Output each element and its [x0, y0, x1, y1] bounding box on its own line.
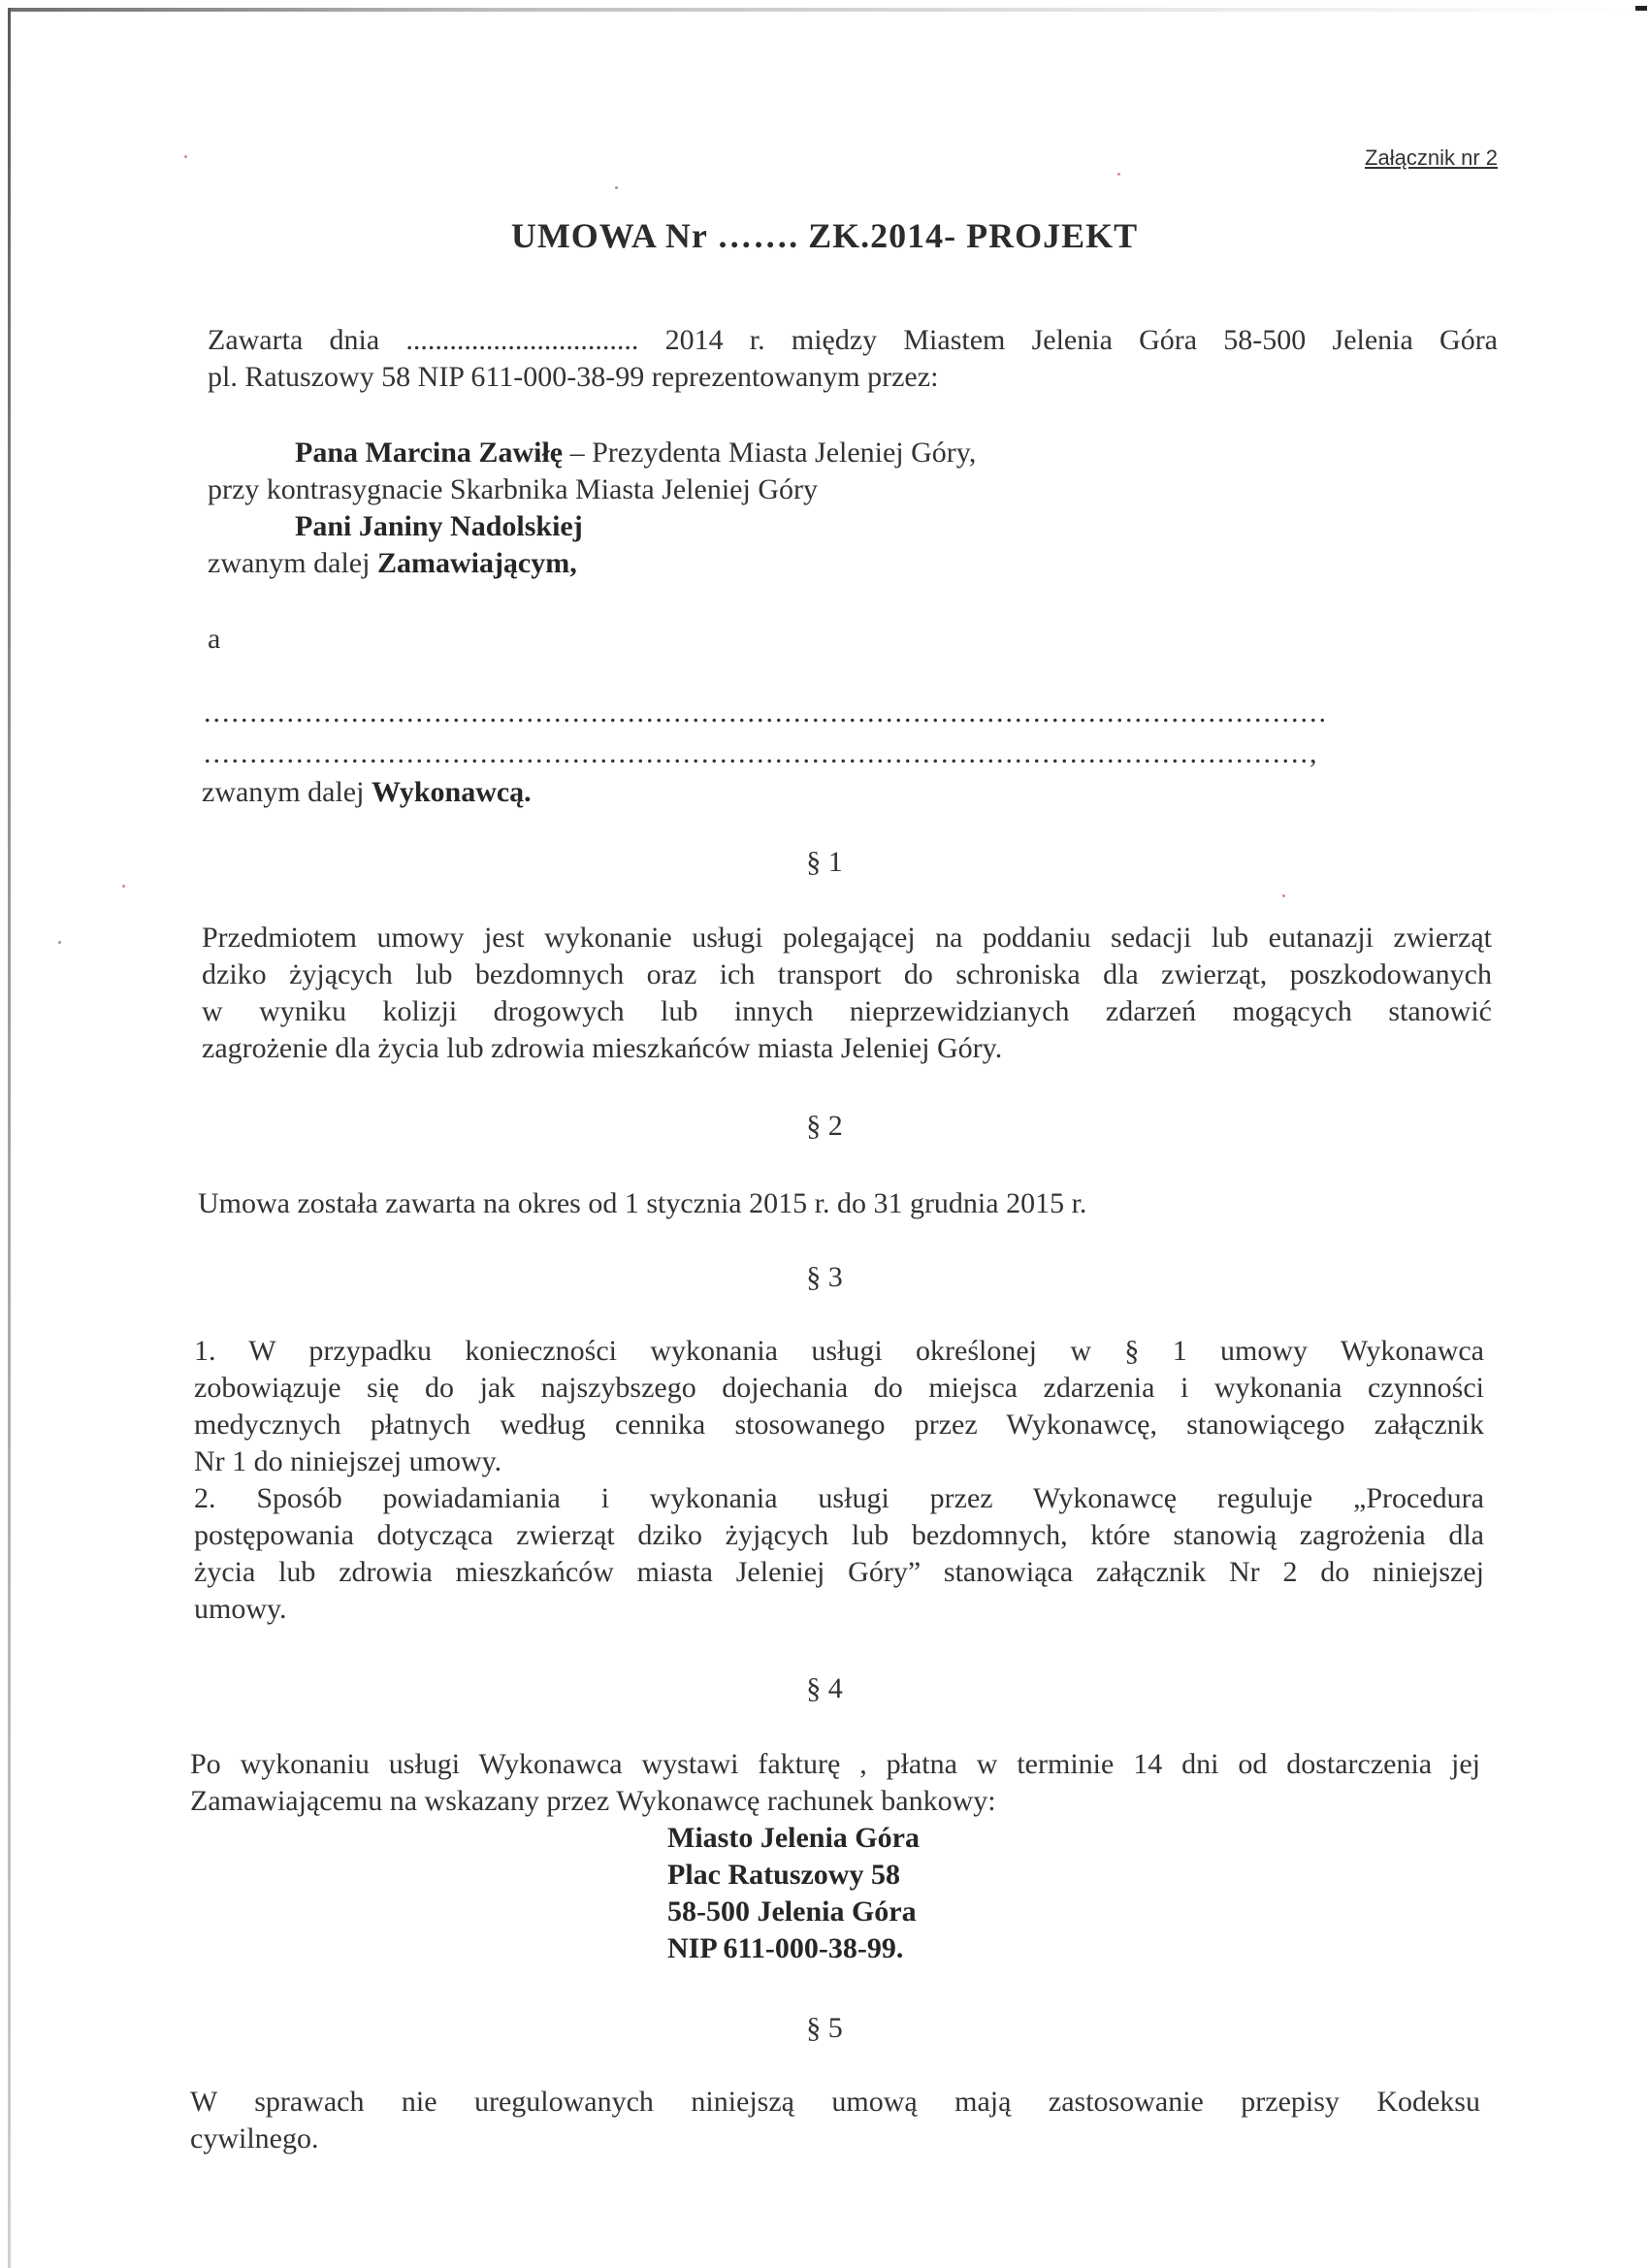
section-1-body — [202, 920, 1492, 1067]
section-line: zagrożenie dla życia lub zdrowia mieszkańców miasta Jeleniej Góry. — [202, 1032, 1003, 1064]
president-line — [295, 435, 1459, 471]
address-line: 58-500 Jelenia Góra — [667, 1895, 917, 1928]
section-line: Nr 1 do niniejszej umowy. — [194, 1445, 502, 1477]
section-3-body — [194, 1333, 1484, 1628]
called-prefix: zwanym dalej — [208, 547, 377, 579]
attachment-label: Załącznik nr 2 — [1365, 146, 1498, 170]
section-3-heading: § 3 — [806, 1261, 843, 1293]
section-line: postępowania dotycząca zwierząt dziko żyjących lub bezdomnych, które stanowią zagrożenia dla — [194, 1519, 1484, 1551]
countersign-line: przy kontrasygnacie Skarbnika Miasta Jeleniej Góry — [208, 473, 818, 505]
president-name: Pana Marcina Zawiłę — [295, 437, 564, 469]
intro-line: Zawarta dnia ................................ 2014 r. między Miastem Jelenia Góra 58-500 Jelenia Góra — [208, 324, 1498, 356]
president-role: – Prezydenta Miasta Jeleniej Góry, — [563, 437, 977, 469]
scan-speck — [184, 155, 187, 158]
ordering-party-line — [208, 545, 1372, 582]
scan-speck — [1117, 173, 1120, 176]
section-line: dziko żyjących lub bezdomnych oraz ich transport do schroniska dla zwierząt, poszkodowanych — [202, 958, 1492, 990]
section-1-heading: § 1 — [806, 846, 843, 878]
section-line: W sprawach nie uregulowanych niniejszą umową mają zastosowanie przepisy Kodeksu — [190, 2086, 1480, 2118]
intro-paragraph — [208, 322, 1498, 396]
intro-line: pl. Ratuszowy 58 NIP 611-000-38-99 reprezentowanym przez: — [208, 361, 939, 393]
address-line: NIP 611-000-38-99. — [667, 1932, 904, 1964]
section-line: Zamawiającemu na wskazany przez Wykonawcę rachunek bankowy: — [190, 1785, 996, 1817]
section-line: umowy. — [194, 1593, 287, 1625]
scan-speck — [1282, 894, 1285, 897]
section-line: w wyniku kolizji drogowych lub innych nieprzewidzianych zdarzeń mogących stanowić — [202, 995, 1492, 1027]
bank-address-block — [667, 1820, 1249, 1967]
contractor-line — [202, 774, 1366, 811]
address-line: Miasto Jelenia Góra — [667, 1822, 920, 1854]
section-line: 2. Sposób powiadamiania i wykonania usługi przez Wykonawcę reguluje „Procedura — [194, 1482, 1484, 1514]
contractor-prefix: zwanym dalej — [202, 776, 372, 808]
section-line: cywilnego. — [190, 2122, 319, 2155]
contractor-blank-line: ........................................................................................................................, — [204, 737, 1319, 769]
section-5-body — [190, 2084, 1480, 2157]
scan-speck — [58, 941, 61, 944]
scan-edge-top — [10, 8, 1639, 12]
scan-mark — [1635, 6, 1647, 11]
section-line: zobowiązuje się do jak najszybszego dojechania do miejsca zdarzenia i wykonania czynności — [194, 1372, 1484, 1404]
scan-speck — [615, 186, 618, 189]
and-conjunction: a — [208, 623, 221, 655]
treasurer-name: Pani Janiny Nadolskiej — [295, 510, 583, 542]
address-line: Plac Ratuszowy 58 — [667, 1859, 900, 1891]
section-4-body — [190, 1746, 1480, 1820]
ordering-party-name: Zamawiającym, — [376, 547, 577, 579]
scan-speck — [122, 885, 125, 888]
contractor-name: Wykonawcą. — [371, 776, 532, 808]
section-line: Po wykonaniu usługi Wykonawca wystawi fakturę , płatna w terminie 14 dni od dostarczenia jej — [190, 1748, 1480, 1780]
section-line: życia lub zdrowia mieszkańców miasta Jeleniej Góry” stanowiąca załącznik Nr 2 do niniejszej — [194, 1556, 1484, 1588]
section-line: 1. W przypadku konieczności wykonania usługi określonej w § 1 umowy Wykonawca — [194, 1335, 1484, 1367]
section-4-heading: § 4 — [806, 1672, 843, 1704]
section-5-heading: § 5 — [806, 2012, 843, 2044]
contract-title: UMOWA Nr ……. ZK.2014- PROJEKT — [510, 216, 1139, 255]
section-line: medycznych płatnych według cennika stosowanego przez Wykonawcę, stanowiącego załącznik — [194, 1409, 1484, 1441]
section-line: Przedmiotem umowy jest wykonanie usługi polegającej na poddaniu sedacji lub eutanazji zwierząt — [202, 922, 1492, 954]
section-2-body: Umowa została zawarta na okres od 1 stycznia 2015 r. do 31 grudnia 2015 r. — [198, 1187, 1087, 1219]
contractor-blank-line: .......................................................................................................................... — [204, 697, 1328, 729]
section-2-heading: § 2 — [806, 1110, 843, 1142]
